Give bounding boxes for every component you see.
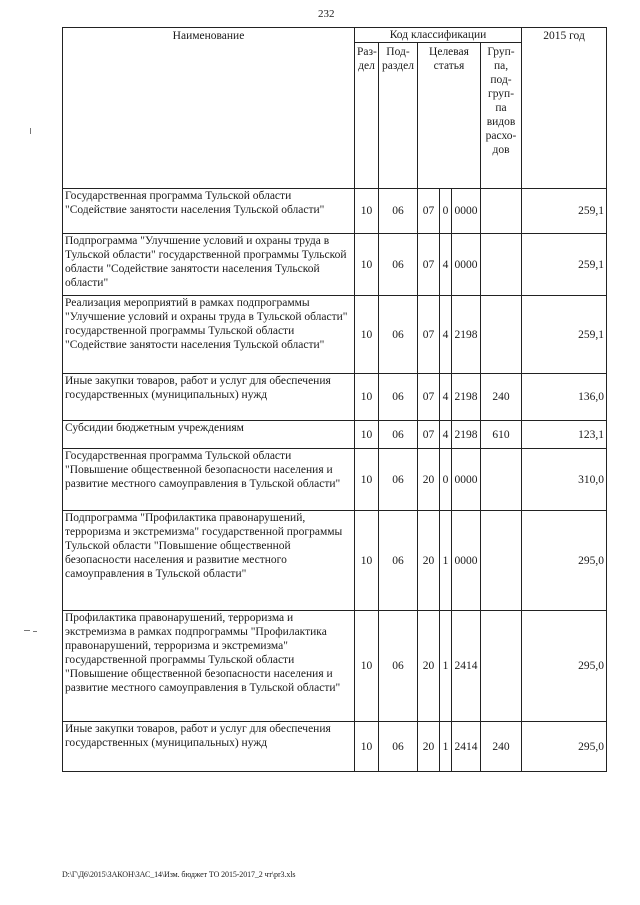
- cell-amount: 295,0: [522, 722, 607, 772]
- table-row: [63, 611, 607, 722]
- table-row: [63, 511, 607, 611]
- table-row: [63, 722, 607, 772]
- cell-program: 07: [418, 421, 440, 449]
- cell-section: 10: [355, 449, 379, 511]
- cell-amount: 259,1: [522, 296, 607, 374]
- cell-name: Государственная программа Тульской области "Содействие занятости населения Тульской области": [63, 189, 355, 234]
- cell-program: 07: [418, 374, 440, 421]
- table-row: [63, 189, 607, 234]
- cell-group: [481, 449, 522, 511]
- cell-subsection: 06: [379, 611, 418, 722]
- cell-amount: 295,0: [522, 511, 607, 611]
- header-section: Раз-дел: [355, 43, 379, 189]
- cell-group: 610: [481, 421, 522, 449]
- page-number: 232: [318, 8, 335, 20]
- table-row: [63, 234, 607, 296]
- cell-subprogram: 0: [440, 449, 452, 511]
- cell-name: Реализация мероприятий в рамках подпрограммы "Улучшение условий и охраны труда в Тульской области" государственной программы Тульской области "Содействие занятости населения Тульской области": [63, 296, 355, 374]
- footer-file-path: D:\Г\Д6\2015\ЗАКОН\ЗАС_14\Изм. бюджет ТО 2015-2017_2 чт\pr3.xls: [62, 870, 296, 879]
- cell-subprogram: 1: [440, 611, 452, 722]
- cell-program: 20: [418, 449, 440, 511]
- cell-item: 2198: [452, 296, 481, 374]
- header-expense-group: Груп-па, под-груп-па видов расхо-дов: [481, 43, 522, 189]
- header-name: Наименование: [63, 28, 355, 189]
- cell-subprogram: 1: [440, 511, 452, 611]
- cell-name: Государственная программа Тульской области "Повышение общественной безопасности населения и развитие местного самоуправления в Тульской области": [63, 449, 355, 511]
- cell-group: [481, 611, 522, 722]
- cell-subsection: 06: [379, 234, 418, 296]
- header-subsection: Под-раздел: [379, 43, 418, 189]
- cell-subprogram: 0: [440, 189, 452, 234]
- cell-subprogram: 4: [440, 296, 452, 374]
- cell-subsection: 06: [379, 296, 418, 374]
- cell-subsection: 06: [379, 374, 418, 421]
- cell-item: 0000: [452, 511, 481, 611]
- cell-program: 20: [418, 511, 440, 611]
- cell-name: Иные закупки товаров, работ и услуг для обеспечения государственных (муниципальных) нужд: [63, 722, 355, 772]
- cell-item: 0000: [452, 189, 481, 234]
- cell-section: 10: [355, 611, 379, 722]
- cell-section: 10: [355, 296, 379, 374]
- scan-mark: [30, 128, 31, 134]
- header-year: 2015 год: [522, 28, 607, 189]
- header-classification: Код классификации: [355, 28, 522, 43]
- cell-group: [481, 234, 522, 296]
- cell-subprogram: 1: [440, 722, 452, 772]
- cell-subsection: 06: [379, 189, 418, 234]
- cell-group: [481, 189, 522, 234]
- cell-subsection: 06: [379, 421, 418, 449]
- table-row: [63, 374, 607, 421]
- cell-subsection: 06: [379, 511, 418, 611]
- cell-name: Субсидии бюджетным учреждениям: [63, 421, 355, 449]
- table-row: [63, 449, 607, 511]
- header-target-article: Целевая статья: [418, 43, 481, 189]
- cell-program: 07: [418, 189, 440, 234]
- cell-item: 2414: [452, 611, 481, 722]
- cell-amount: 310,0: [522, 449, 607, 511]
- cell-section: 10: [355, 189, 379, 234]
- cell-amount: 259,1: [522, 234, 607, 296]
- cell-subsection: 06: [379, 722, 418, 772]
- table-header-row: [63, 28, 607, 43]
- cell-program: 20: [418, 611, 440, 722]
- cell-group: [481, 511, 522, 611]
- cell-subprogram: 4: [440, 234, 452, 296]
- cell-item: 2198: [452, 421, 481, 449]
- cell-section: 10: [355, 421, 379, 449]
- cell-section: 10: [355, 722, 379, 772]
- cell-program: 20: [418, 722, 440, 772]
- cell-group: [481, 296, 522, 374]
- cell-section: 10: [355, 511, 379, 611]
- cell-item: 2414: [452, 722, 481, 772]
- cell-name: Иные закупки товаров, работ и услуг для обеспечения государственных (муниципальных) нужд: [63, 374, 355, 421]
- cell-group: 240: [481, 374, 522, 421]
- cell-group: 240: [481, 722, 522, 772]
- cell-name: Подпрограмма "Улучшение условий и охраны труда в Тульской области" государственной программы Тульской области "Содействие занятости населения Тульской области": [63, 234, 355, 296]
- cell-program: 07: [418, 234, 440, 296]
- cell-name: Профилактика правонарушений, терроризма и экстремизма в рамках подпрограммы "Профилактика правонарушений, терроризма и экстремизма" государственной программы Тульской области "Повышение общественной безопасности населения и развитие местного самоуправления в Тульской области": [63, 611, 355, 722]
- table-row: [63, 296, 607, 374]
- cell-program: 07: [418, 296, 440, 374]
- scan-mark: [33, 631, 37, 632]
- cell-subprogram: 4: [440, 421, 452, 449]
- cell-section: 10: [355, 234, 379, 296]
- cell-amount: 123,1: [522, 421, 607, 449]
- cell-item: 0000: [452, 234, 481, 296]
- cell-item: 2198: [452, 374, 481, 421]
- cell-subsection: 06: [379, 449, 418, 511]
- budget-table: [62, 27, 607, 772]
- cell-section: 10: [355, 374, 379, 421]
- cell-subprogram: 4: [440, 374, 452, 421]
- cell-amount: 136,0: [522, 374, 607, 421]
- table-row: [63, 421, 607, 449]
- cell-item: 0000: [452, 449, 481, 511]
- cell-name: Подпрограмма "Профилактика правонарушений, терроризма и экстремизма" государственной программы Тульской области "Повышение общественной безопасности населения и развитие местного самоуправления в Тульской области": [63, 511, 355, 611]
- cell-amount: 259,1: [522, 189, 607, 234]
- scan-mark: [24, 630, 30, 631]
- cell-amount: 295,0: [522, 611, 607, 722]
